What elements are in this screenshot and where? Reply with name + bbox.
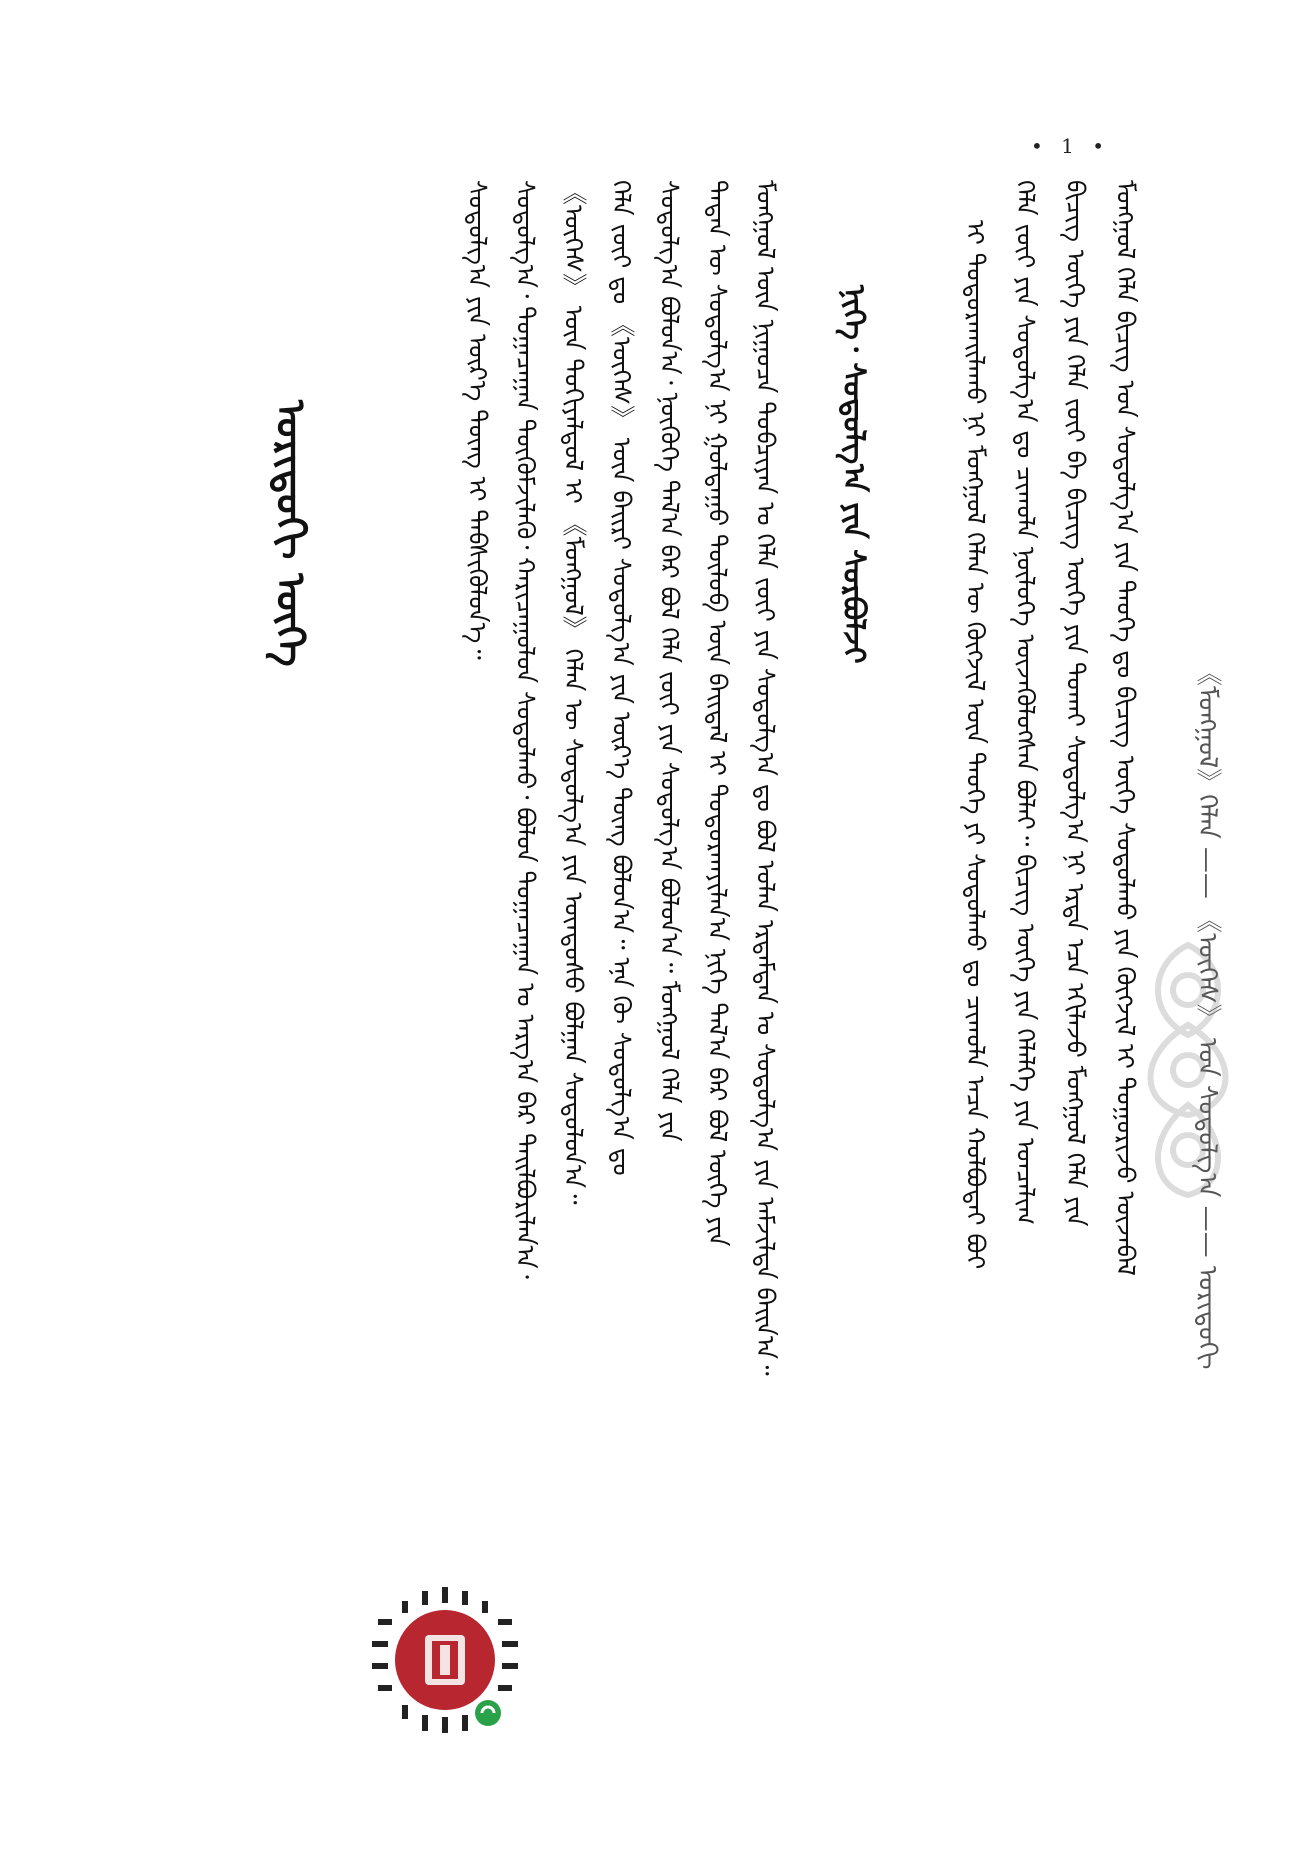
running-header: 《ᠮᠣᠩᠭᠣᠯ》ᠬᠡᠯᠡᠨ —— 《ᠦᠭᠡᠰ》 ᠤᠨ ᠰᠤᠳᠤᠯᠭ᠎ᠠ —— ᠤᠷᠢᠳᠤᠬᠢ xyxy=(1192,660,1222,1370)
page-number: • 1 • xyxy=(1030,134,1110,158)
paragraph-bottom-col-5: 《ᠦᠭᠡᠰ》 ᠦᠨ ᠲᠣᠬᠢᠶᠠᠯᠳᠤᠯ ᠢ 《ᠮᠣᠩᠭᠣᠯ》 ᠬᠡᠯᠡᠨ ᠦ ᠰᠤᠳᠤᠯᠭ᠎ᠠ ᠶᠢᠨ ᠦᠨᠳᠦᠰᠦ ᠪᠣᠯᠭᠠᠨ ᠰᠤᠳᠤᠯᠤᠨ᠎ᠠ᠃ xyxy=(559,180,588,1205)
paragraph-top-col-1: ᠮᠣᠩᠭᠣᠯ ᠬᠡᠯᠡ ᠪᠢᠴᠢᠭ ᠤᠨ ᠰᠤᠳᠤᠯᠭ᠎ᠠ ᠶᠢᠨ ᠲᠡᠦᠬᠡ ᠳᠤ ᠪᠢᠴᠢᠭ ᠦᠭᠡ ᠰᠤᠳᠤᠯᠬᠤ ᠶᠢᠨ ᠬᠥᠭᠵᠢᠯ ᠢ ᠲᠤᠭᠤᠷᠢᠵᠤ ᠦᠵᠡᠪᠡᠯ xyxy=(1111,180,1140,1276)
paragraph-bottom-col-7: ᠰᠤᠳᠤᠯᠭ᠎ᠠ ᠶᠢᠨ ᠦᠷ᠎ᠡ ᠳᠦᠩ ᠢ ᠳᠡᠪᠰᠢᠭᠦᠯᠦᠨ᠎ᠡ᠃ xyxy=(463,180,492,660)
qr-code-icon[interactable] xyxy=(370,1585,520,1735)
paragraph-bottom-col-1: ᠮᠣᠩᠭᠣᠯ ᠦᠨ ᠨᠢᠭᠤᠴᠠ ᠲᠣᠪᠴᠢᠶᠠᠨ ᠤ ᠬᠡᠯᠡ ᠵᠦᠢ ᠶᠢᠨ ᠰᠤᠳᠤᠯᠭ᠎ᠠ ᠳᠤ ᠪᠣᠯ ᠣᠯᠠᠨ ᠡᠷᠳᠡᠮᠲᠡᠨ ᠤ ᠰᠤᠳᠤᠯᠭ᠎ᠠ ᠶᠢᠨ ᠠᠮᠵᠢᠯᠲᠠ ᠪᠠᠢᠨ᠎ᠠ᠃ xyxy=(751,180,780,1376)
ornament-icon xyxy=(1128,935,1248,1205)
paragraph-top-col-4: ᠢ ᠲᠣᠳᠤᠷᠬᠠᠢᠯᠠᠬᠤ ᠨᠢ ᠮᠣᠩᠭᠣᠯ ᠬᠡᠯᠡᠨ ᠦ ᠬᠥᠭᠵᠢᠯ ᠦᠨ ᠲᠡᠦᠬᠡ ᠶᠢ ᠰᠤᠳᠤᠯᠬᠤ ᠳᠤ ᠴᠢᠬᠤᠯᠠ ᠠᠴᠠ ᠬᠣᠯᠪᠣᠳᠠᠢ ᠪᠤᠢ xyxy=(961,220,990,1270)
section-title: ᠨᠢᠭᠡ᠂ ᠰᠤᠳᠤᠯᠭ᠎ᠠ ᠶᠢᠨ ᠰᠤᠷᠪᠤᠯᠵᠢ xyxy=(836,285,871,664)
paragraph-bottom-col-4: ᠬᠡᠯᠡ ᠵᠦᠢ ᠳᠤ 《ᠦᠭᠡᠰ》 ᠦᠨ ᠪᠠᠢᠷᠢ ᠰᠤᠳᠤᠯᠭ᠎ᠠ ᠶᠢᠨ ᠦᠷ᠎ᠡ ᠳᠦᠩ ᠪᠣᠯᠤᠨ᠎ᠠ᠃ ᠡᠨᠡ ᠬᠦ ᠰᠤᠳᠤᠯᠭ᠎ᠠ ᠳᠤ xyxy=(607,180,636,1176)
paragraph-bottom-col-2: ᠲᠡᠳᠡᠨ ᠦ ᠰᠤᠳᠤᠯᠭ᠎ᠠ ᠨᠢ ᠭᠣᠯᠳᠠᠭᠤ ᠲᠥᠯᠦᠪ ᠦᠨ ᠪᠠᠢᠳᠠᠯ ᠢ ᠲᠣᠳᠣᠷᠬᠠᠶᠢᠯᠠᠨ᠎ᠠ ᠨᠢᠭᠡ ᠲᠠᠯ᠎ᠠ ᠪᠠᠷ ᠪᠣᠯ ᠦᠭᠡ ᠶᠢᠨ xyxy=(703,180,732,1247)
paragraph-top-col-2: ᠪᠢᠴᠢᠭ ᠦᠭᠡ ᠶᠢᠨ ᠬᠡᠯᠡ ᠵᠦᠢ ᠪᠠ ᠪᠢᠴᠢᠭ ᠦᠭᠡ ᠶᠢᠨ ᠲᠤᠬᠠᠢ ᠰᠤᠳᠤᠯᠭ᠎ᠠ ᠨᠢ ᠡᠷᠲᠡ ᠡᠴᠡ ᠡᠬᠢᠯᠡᠵᠦ ᠮᠣᠩᠭᠣᠯ ᠬᠡᠯᠡ ᠶᠢᠨ xyxy=(1061,180,1090,1227)
paragraph-bottom-col-6: ᠰᠤᠳᠤᠯᠭ᠎ᠠ᠂ ᠲᠣᠭᠠᠴᠠᠭᠠᠨ ᠳᠦᠭᠦᠮᠵᠢᠯᠡᠬᠦ᠂ ᠬᠠᠷᠢᠴᠠᠭᠤᠯᠤᠨ ᠰᠤᠳᠤᠯᠬᠤ᠂ ᠪᠣᠯᠤᠨ ᠲᠣᠭᠠᠴᠠᠭᠠᠨ ᠤ ᠠᠷᠭ᠎ᠠ ᠪᠠᠷ ᠲᠠᠢᠯᠪᠤᠷᠢᠯᠠᠨ᠎ᠠ᠂ xyxy=(511,180,540,1279)
chapter-title: ᠤᠷᠢᠳᠤᠬᠢ ᠦᠭᠡ xyxy=(267,400,313,667)
paragraph-top-col-3: ᠬᠡᠯᠡ ᠵᠦᠢ ᠶᠢᠨ ᠰᠤᠳᠤᠯᠭ᠎ᠠ ᠳᠤ ᠴᠢᠬᠤᠯᠠ ᠨᠥᠯᠦᠭᠡ ᠦᠵᠡᠭᠦᠯᠦᠭᠰᠡᠨ ᠪᠣᠯᠠᠢ᠃ ᠪᠢᠴᠢᠭ ᠦᠭᠡ ᠶᠢᠨ ᠬᠡᠯᠡᠯᠭᠡ ᠶᠢᠨ ᠣᠨᠴᠠᠯᠢᠭ xyxy=(1011,180,1040,1225)
paragraph-bottom-col-3: ᠰᠤᠳᠤᠯᠭ᠎ᠠ ᠪᠣᠯᠤᠨ᠎ᠠ᠂ ᠨᠥᠭᠦᠭᠡ ᠲᠠᠯ᠎ᠠ ᠪᠠᠷ ᠪᠣᠯ ᠬᠡᠯᠡ ᠵᠦᠢ ᠶᠢᠨ ᠰᠤᠳᠤᠯᠭ᠎ᠠ ᠪᠣᠯᠤᠨ᠎ᠠ᠃ ᠮᠣᠩᠭᠣᠯ ᠬᠡᠯᠡ ᠶᠢᠨ xyxy=(655,180,684,1142)
